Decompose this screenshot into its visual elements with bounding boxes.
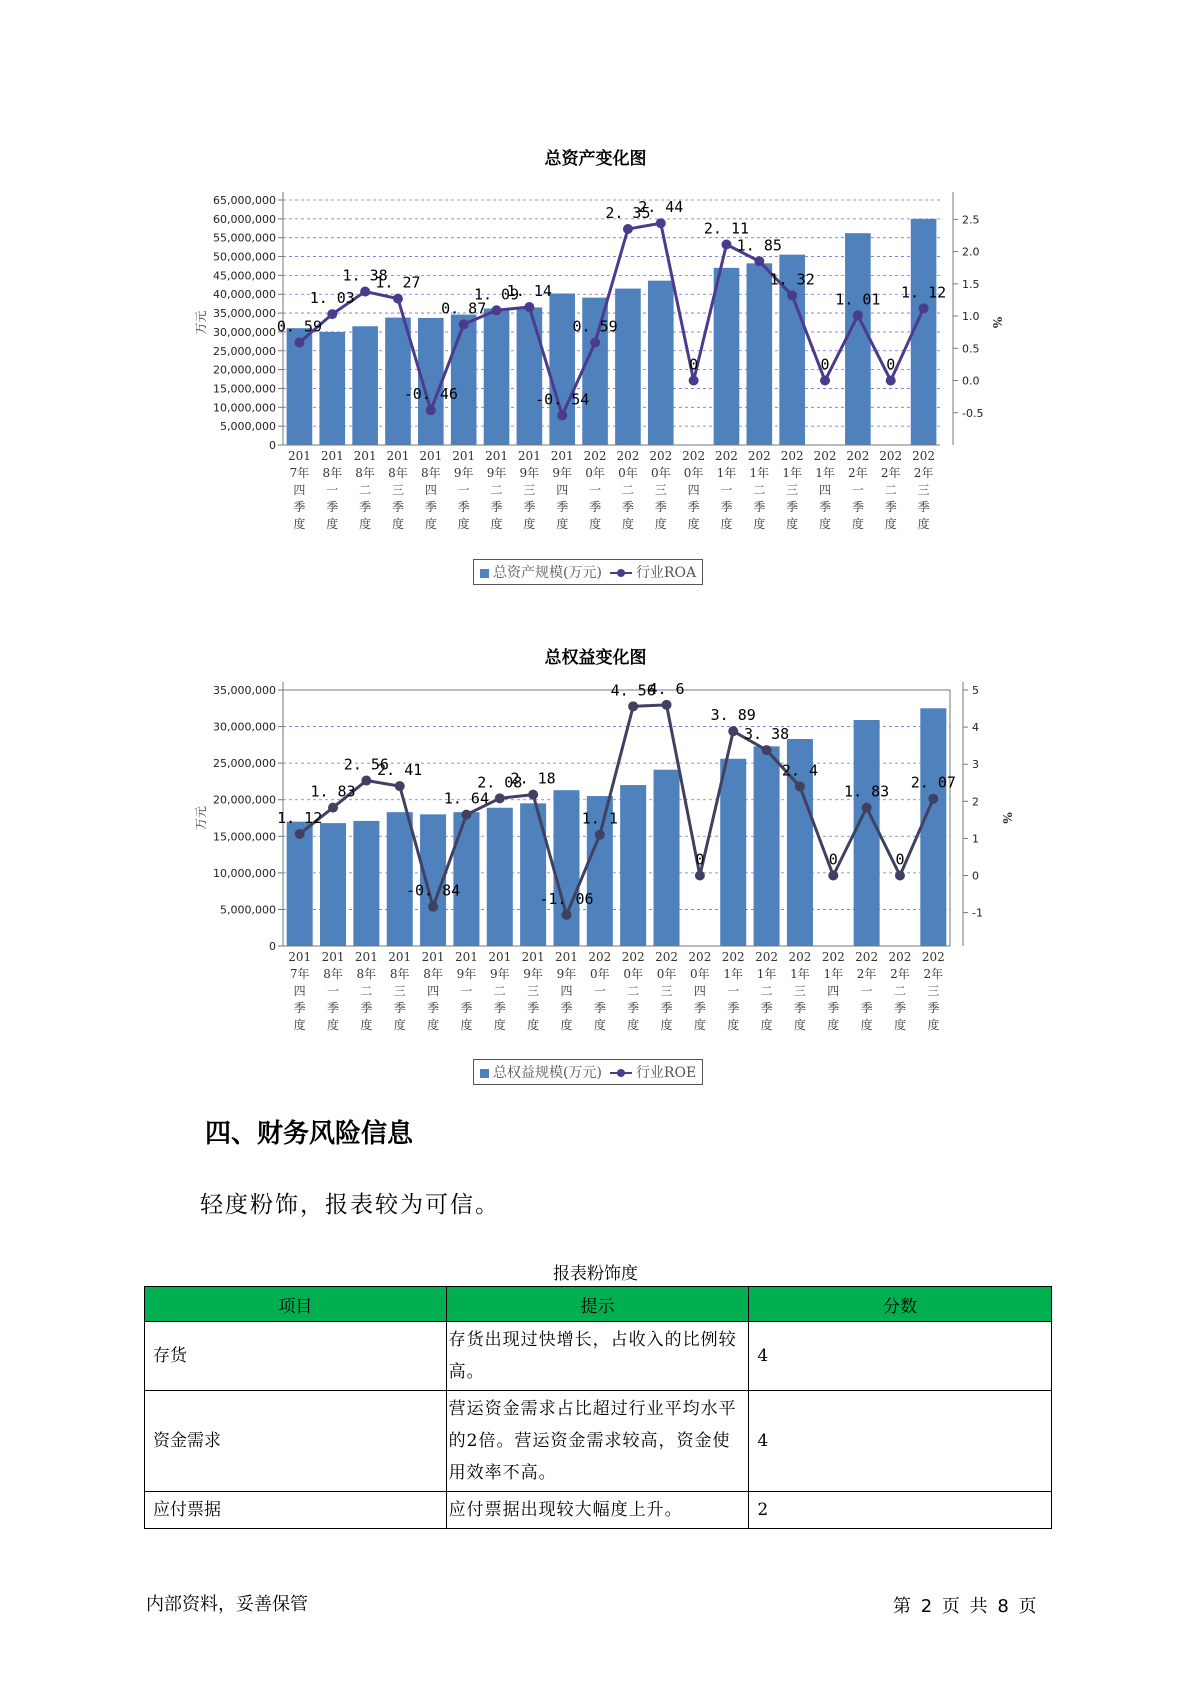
bar-legend-swatch xyxy=(480,569,489,578)
row-item: 存货 xyxy=(145,1322,447,1391)
point-label: 1. 38 xyxy=(342,266,388,285)
line-point xyxy=(787,290,797,300)
right-tick-label: -0.5 xyxy=(962,406,984,420)
x-tick-label: 202 2年二季度 xyxy=(888,950,912,1032)
x-tick-label: 202 1年二季度 xyxy=(747,449,771,531)
bar xyxy=(654,770,680,946)
bar xyxy=(720,759,746,946)
left-tick-label: 30,000,000 xyxy=(213,720,276,734)
row-score: 4 xyxy=(749,1391,1052,1492)
point-label: 0 xyxy=(820,355,830,374)
row-score: 4 xyxy=(749,1322,1052,1391)
total-assets-chart xyxy=(0,160,1191,560)
bar xyxy=(451,315,477,445)
left-tick-label: 50,000,000 xyxy=(213,250,276,264)
x-tick-label: 201 8年三季度 xyxy=(388,950,412,1032)
table-header-row xyxy=(145,1287,1052,1322)
point-label: 0 xyxy=(886,355,896,374)
line-point xyxy=(595,830,605,840)
point-label: 2. 41 xyxy=(377,761,423,780)
x-tick-label: 202 0年四季度 xyxy=(682,449,706,531)
right-axis-title: % xyxy=(990,316,1004,329)
chart1-legend-bar: 总资产规模(万元) xyxy=(493,565,602,581)
right-tick-label: 2 xyxy=(972,795,979,809)
left-tick-label: 20,000,000 xyxy=(213,793,276,807)
point-label: 1. 27 xyxy=(375,273,421,292)
x-tick-label: 201 8年一季度 xyxy=(321,950,345,1032)
total-equity-chart xyxy=(0,660,1191,1060)
line-point xyxy=(295,829,305,839)
left-tick-label: 10,000,000 xyxy=(213,401,276,415)
risk-table xyxy=(144,1286,1052,1529)
point-label: 1. 03 xyxy=(309,289,355,308)
right-tick-label: 4 xyxy=(972,721,979,735)
x-tick-label: 201 9年三季度 xyxy=(521,950,545,1032)
point-label: 0. 87 xyxy=(441,299,487,318)
row-hint: 应付票据出现较大幅度上升。 xyxy=(446,1492,749,1529)
line-point xyxy=(862,803,872,813)
risk-summary: 轻度粉饰，报表较为可信。 xyxy=(200,1192,500,1218)
point-label: 4. 6 xyxy=(648,679,685,698)
table-row xyxy=(145,1322,1052,1391)
line-point xyxy=(459,319,469,329)
line-point xyxy=(428,902,438,912)
line-point xyxy=(919,303,929,313)
line-point xyxy=(393,294,403,304)
point-label: 1. 12 xyxy=(277,808,323,827)
left-tick-label: 30,000,000 xyxy=(213,325,276,339)
right-tick-label: 0.5 xyxy=(962,342,980,356)
left-axis-title: 万元 xyxy=(194,805,208,831)
page-number: 第 2 页 共 8 页 xyxy=(893,1596,1037,1617)
point-label: -0. 46 xyxy=(403,385,458,404)
row-score: 2 xyxy=(749,1492,1052,1529)
bar xyxy=(911,219,937,445)
line-point xyxy=(426,405,436,415)
bar xyxy=(453,812,479,946)
x-tick-label: 202 2年一季度 xyxy=(855,950,879,1032)
right-tick-label: 0 xyxy=(972,869,979,883)
bar xyxy=(714,268,740,445)
point-label: 2. 56 xyxy=(343,755,389,774)
x-tick-label: 201 9年三季度 xyxy=(517,449,541,531)
x-tick-label: 201 8年二季度 xyxy=(353,449,377,531)
point-label: 2. 44 xyxy=(638,198,684,217)
point-label: 2. 18 xyxy=(510,769,556,788)
point-label: 2. 11 xyxy=(703,219,750,238)
left-tick-label: 45,000,000 xyxy=(213,269,276,283)
right-tick-label: 2.0 xyxy=(962,245,980,259)
left-tick-label: 0 xyxy=(269,439,276,452)
x-tick-label: 202 0年二季度 xyxy=(616,449,640,531)
header-item: 项目 xyxy=(145,1287,447,1322)
bar xyxy=(615,289,641,445)
table-row xyxy=(145,1492,1052,1529)
bar xyxy=(747,263,773,445)
x-tick-label: 202 0年二季度 xyxy=(621,950,645,1032)
x-tick-label: 202 0年四季度 xyxy=(688,950,712,1032)
left-tick-label: 25,000,000 xyxy=(213,757,276,771)
point-label: 3. 89 xyxy=(710,706,756,725)
bar xyxy=(385,318,411,445)
x-tick-label: 202 0年三季度 xyxy=(655,950,678,1032)
point-label: 0 xyxy=(689,355,699,374)
line-point xyxy=(628,701,638,711)
x-tick-label: 201 9年四季度 xyxy=(550,449,574,531)
point-label: 1. 14 xyxy=(506,282,552,301)
left-axis-title: 万元 xyxy=(194,310,208,335)
x-tick-label: 201 8年四季度 xyxy=(419,449,443,531)
row-item: 应付票据 xyxy=(145,1492,447,1529)
line-point xyxy=(492,305,502,315)
line-point xyxy=(828,871,838,881)
line-point xyxy=(728,726,738,736)
line-point xyxy=(721,239,731,249)
point-label: -0. 54 xyxy=(535,390,590,409)
right-tick-label: 2.5 xyxy=(962,213,980,227)
bar xyxy=(319,332,345,445)
chart2-legend-bar: 总权益规模(万元) xyxy=(493,1065,602,1081)
bar xyxy=(845,233,871,445)
line-point xyxy=(656,218,666,228)
bar xyxy=(484,309,510,445)
left-tick-label: 20,000,000 xyxy=(213,363,276,377)
point-label: -0. 84 xyxy=(405,881,461,900)
point-label: 1. 83 xyxy=(310,782,356,801)
line-point xyxy=(461,810,471,820)
header-hint: 提示 xyxy=(446,1287,749,1322)
bar xyxy=(320,823,346,946)
x-tick-label: 202 0年一季度 xyxy=(583,449,607,531)
x-tick-label: 202 1年一季度 xyxy=(715,449,738,531)
line-point xyxy=(524,302,534,312)
bar xyxy=(920,708,946,946)
x-tick-label: 201 9年二季度 xyxy=(485,449,508,531)
line-point xyxy=(395,781,405,791)
bar xyxy=(387,812,413,946)
line-point xyxy=(795,781,805,791)
bar-legend-swatch xyxy=(480,1069,489,1078)
line-point xyxy=(327,309,337,319)
point-label: 1. 12 xyxy=(900,283,947,302)
left-tick-label: 10,000,000 xyxy=(213,866,276,880)
bar xyxy=(352,326,378,445)
x-tick-label: 202 0年一季度 xyxy=(588,950,612,1032)
chart1-title: 总资产变化图 xyxy=(544,149,647,169)
left-tick-label: 0 xyxy=(269,940,276,953)
line-point xyxy=(895,871,905,881)
line-point xyxy=(360,287,370,297)
point-label: 1. 01 xyxy=(835,290,881,309)
chart1-legend-line: 行业ROA xyxy=(635,565,697,581)
right-tick-label: -1 xyxy=(972,906,983,920)
point-label: 3. 38 xyxy=(743,725,790,744)
x-tick-label: 202 1年四季度 xyxy=(821,950,845,1032)
chart1-legend xyxy=(473,559,703,585)
bar xyxy=(549,293,575,445)
point-label: 1. 09 xyxy=(473,285,520,304)
point-label: -1. 06 xyxy=(539,889,594,908)
x-tick-label: 201 7年四季度 xyxy=(288,950,312,1032)
line-point xyxy=(623,224,633,234)
right-tick-label: 1.5 xyxy=(962,277,980,291)
left-tick-label: 65,000,000 xyxy=(213,194,276,207)
point-label: 2. 08 xyxy=(477,773,523,792)
point-label: 1. 64 xyxy=(443,789,490,808)
line-legend-marker xyxy=(610,568,632,578)
right-tick-label: 5 xyxy=(972,684,979,697)
bar xyxy=(287,822,313,946)
point-label: 1. 32 xyxy=(769,270,815,289)
x-tick-label: 202 2年三季度 xyxy=(912,449,936,531)
left-tick-label: 55,000,000 xyxy=(213,231,276,245)
left-tick-label: 40,000,000 xyxy=(213,288,276,302)
left-tick-label: 35,000,000 xyxy=(213,307,276,321)
bar xyxy=(754,746,780,946)
left-tick-label: 15,000,000 xyxy=(213,830,276,844)
point-label: 0 xyxy=(895,850,905,869)
row-hint: 存货出现过快增长，占收入的比例较高。 xyxy=(446,1322,749,1391)
line-point xyxy=(689,376,699,386)
x-tick-label: 201 9年一季度 xyxy=(454,950,478,1032)
x-tick-label: 202 1年三季度 xyxy=(780,449,804,531)
left-tick-label: 60,000,000 xyxy=(213,212,276,226)
left-tick-label: 25,000,000 xyxy=(213,344,276,358)
x-tick-label: 202 1年二季度 xyxy=(755,950,779,1032)
line-point xyxy=(495,793,505,803)
point-label: 0 xyxy=(695,850,705,869)
line-point xyxy=(886,376,896,386)
right-tick-label: 3 xyxy=(972,758,979,772)
line-point xyxy=(561,910,571,920)
line-point xyxy=(361,776,371,786)
x-tick-label: 202 1年三季度 xyxy=(788,950,812,1032)
x-tick-label: 201 7年四季度 xyxy=(287,449,311,531)
table-caption: 报表粉饰度 xyxy=(553,1264,638,1284)
x-tick-label: 202 2年一季度 xyxy=(846,449,870,531)
row-hint: 营运资金需求占比超过行业平均水平的2倍。营运资金需求较高，资金使用效率不高。 xyxy=(446,1391,749,1492)
bar xyxy=(353,821,379,946)
point-label: 2. 07 xyxy=(910,773,956,792)
right-tick-label: 0.0 xyxy=(962,374,980,388)
left-tick-label: 5,000,000 xyxy=(220,420,276,434)
left-tick-label: 5,000,000 xyxy=(220,903,276,917)
x-tick-label: 201 9年二季度 xyxy=(488,950,512,1032)
chart2-legend xyxy=(473,1059,703,1085)
bar xyxy=(648,281,674,445)
right-tick-label: 1 xyxy=(972,832,979,846)
right-tick-label: 1.0 xyxy=(962,310,980,324)
x-tick-label: 201 8年四季度 xyxy=(421,950,445,1032)
line-point xyxy=(557,410,567,420)
right-axis-title: % xyxy=(1000,812,1014,824)
left-tick-label: 15,000,000 xyxy=(213,382,276,396)
line-point xyxy=(695,871,705,881)
footer-confidential: 内部资料，妥善保管 xyxy=(146,1594,308,1615)
x-tick-label: 201 8年一季度 xyxy=(320,449,344,531)
x-tick-label: 202 2年二季度 xyxy=(879,449,903,531)
chart2-title: 总权益变化图 xyxy=(544,648,647,668)
x-tick-label: 201 9年一季度 xyxy=(452,449,476,531)
point-label: 2. 35 xyxy=(605,204,651,223)
chart2-legend-line: 行业ROE xyxy=(635,1065,697,1081)
line-point xyxy=(853,310,863,320)
line-point xyxy=(928,794,938,804)
bar xyxy=(620,785,646,946)
x-tick-label: 201 8年三季度 xyxy=(386,449,410,531)
line-point xyxy=(294,337,304,347)
x-tick-label: 201 8年二季度 xyxy=(354,950,378,1032)
line-legend-marker xyxy=(610,1068,632,1078)
bar xyxy=(553,790,579,946)
point-label: 0. 59 xyxy=(276,317,323,336)
line-point xyxy=(590,337,600,347)
bar xyxy=(487,808,513,946)
header-score: 分数 xyxy=(749,1287,1052,1322)
point-label: 1. 83 xyxy=(844,782,890,801)
x-tick-label: 202 1年一季度 xyxy=(721,950,745,1032)
line-point xyxy=(528,790,538,800)
point-label: 1. 1 xyxy=(581,809,618,828)
point-label: 0. 59 xyxy=(572,317,618,336)
left-tick-label: 35,000,000 xyxy=(213,684,276,697)
x-tick-label: 202 0年三季度 xyxy=(649,449,673,531)
row-item: 资金需求 xyxy=(145,1391,447,1492)
line-point xyxy=(662,700,672,710)
section-heading: 四、财务风险信息 xyxy=(205,1119,414,1149)
line-point xyxy=(820,376,830,386)
line-point xyxy=(328,803,338,813)
line-point xyxy=(762,745,772,755)
point-label: 4. 56 xyxy=(610,681,656,700)
point-label: 1. 85 xyxy=(736,236,782,255)
point-label: 0 xyxy=(828,850,838,869)
table-row xyxy=(145,1391,1052,1492)
x-tick-label: 202 1年四季度 xyxy=(813,449,837,531)
x-tick-label: 201 9年四季度 xyxy=(555,950,578,1032)
x-tick-label: 202 2年三季度 xyxy=(921,950,945,1032)
point-label: 2. 4 xyxy=(781,761,818,780)
bar xyxy=(517,307,543,445)
line-point xyxy=(754,256,764,266)
bar xyxy=(854,720,880,946)
